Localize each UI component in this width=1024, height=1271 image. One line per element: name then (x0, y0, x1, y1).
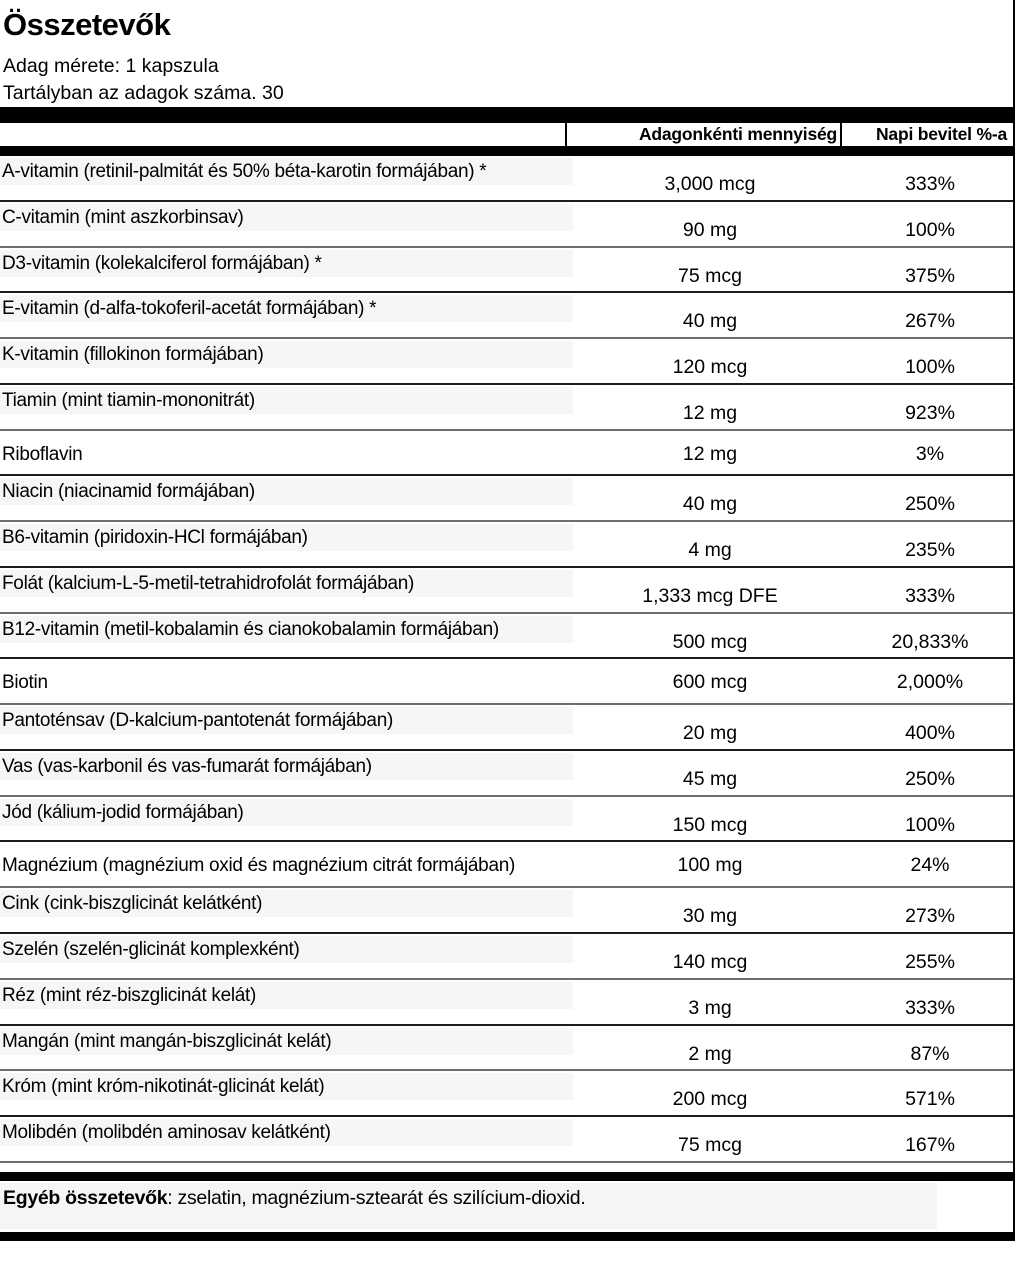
ingredient-amount: 45 mg (682, 767, 738, 790)
ingredient-daily-value: 100% (905, 218, 955, 241)
ingredient-daily-value: 2,000% (896, 671, 964, 694)
ingredient-name: Magnézium (magnézium oxid és magnézium citrát formájában) (2, 855, 516, 877)
table-row (0, 1026, 1013, 1072)
table-row (0, 1117, 1013, 1163)
table-row (0, 522, 1013, 568)
ingredient-amount: 12 mg (682, 401, 738, 424)
ingredients-table (0, 156, 1013, 1163)
other-ingredients-label: Egyéb összetevők: zselatin, magnézium-sztearát és szilícium-dioxid. (3, 1186, 586, 1209)
ingredient-name: D3-vitamin (kolekalciferol formájában) * (2, 252, 322, 274)
ingredient-amount: 140 mcg (672, 951, 748, 974)
ingredient-amount: 150 mcg (672, 813, 748, 836)
header-name-spacer (0, 123, 567, 146)
ingredient-name: Pantoténsav (D-kalcium-pantotenát formájában) (2, 710, 393, 732)
ingredient-name: B12-vitamin (metil-kobalamin és cianokobalamin formájában) (2, 618, 499, 640)
table-row (0, 202, 1013, 248)
ingredient-amount: 500 mcg (672, 630, 748, 653)
ingredient-name: A-vitamin (retinil-palmitát és 50% béta-karotin formájában) * (2, 161, 487, 182)
ingredient-amount: 200 mcg (672, 1088, 748, 1111)
ingredient-name: Riboflavin (2, 443, 83, 465)
ingredient-amount: 30 mg (682, 905, 738, 928)
ingredient-name: C-vitamin (mint aszkorbinsav) (2, 206, 244, 228)
table-row (0, 1071, 1013, 1117)
divider-bar-top (0, 107, 1013, 123)
ingredient-daily-value: 375% (905, 264, 955, 287)
ingredient-amount: 90 mg (682, 218, 738, 241)
ingredient-name: Tiamin (mint tiamin-mononitrát) (2, 389, 255, 411)
ingredient-amount: 40 mg (682, 310, 738, 333)
ingredient-daily-value: 100% (905, 813, 955, 836)
ingredient-daily-value: 167% (905, 1134, 955, 1157)
ingredient-amount: 1,333 mcg DFE (642, 584, 778, 607)
ingredient-daily-value: 923% (905, 401, 955, 424)
table-row (0, 751, 1013, 797)
ingredient-daily-value: 100% (905, 356, 955, 379)
ingredient-daily-value: 24% (910, 854, 950, 877)
ingredient-name: Szelén (szelén-glicinát komplexként) (2, 939, 300, 961)
table-row (0, 842, 1013, 888)
ingredient-daily-value: 250% (905, 493, 955, 516)
ingredient-name: Réz (mint réz-biszglicinát kelát) (2, 984, 257, 1006)
serving-size: Adag mérete: 1 kapszula (3, 55, 219, 77)
divider-bar-header (0, 146, 1013, 156)
divider-bar-other-top (0, 1172, 1013, 1181)
other-ingredients (0, 1183, 937, 1229)
ingredient-amount: 2 mg (688, 1042, 732, 1065)
ingredient-daily-value: 571% (905, 1088, 955, 1111)
column-header-daily-value: Napi bevitel %-a (875, 124, 1007, 144)
table-row (0, 385, 1013, 431)
other-ingredients-text: : zselatin, magnézium-sztearát és szilícium-dioxid. (167, 1186, 586, 1209)
ingredient-amount: 3 mg (688, 996, 732, 1019)
ingredient-name: Niacin (niacinamid formájában) (2, 481, 255, 503)
ingredient-name: Vas (vas-karbonil és vas-fumarát formájában) (2, 755, 372, 777)
ingredient-daily-value: 333% (905, 996, 955, 1019)
ingredient-amount: 12 mg (682, 442, 738, 465)
page-title: Összetevők (3, 7, 171, 42)
ingredient-daily-value: 235% (905, 539, 955, 562)
ingredient-name: Cink (cink-biszglicinát kelátként) (2, 893, 263, 915)
ingredient-daily-value: 3% (915, 442, 945, 465)
ingredient-daily-value: 267% (905, 310, 955, 333)
table-row (0, 568, 1013, 614)
table-row (0, 156, 1013, 202)
table-row (0, 888, 1013, 934)
ingredient-amount: 600 mcg (672, 671, 748, 694)
ingredient-name: B6-vitamin (piridoxin-HCl formájában) (2, 527, 308, 549)
ingredient-daily-value: 250% (905, 767, 955, 790)
ingredient-amount: 75 mcg (678, 264, 742, 287)
ingredient-name: Jód (kálium-jodid formájában) (2, 801, 244, 823)
ingredient-name: Króm (mint króm-nikotinát-glicinát kelát) (2, 1076, 325, 1098)
ingredient-daily-value: 333% (905, 584, 955, 607)
table-row (0, 705, 1013, 751)
column-header-amount: Adagonkénti mennyiség (567, 123, 842, 146)
ingredient-daily-value: 87% (910, 1042, 950, 1065)
ingredient-daily-value: 333% (905, 173, 955, 195)
ingredient-daily-value: 255% (905, 951, 955, 974)
ingredient-amount: 100 mg (677, 854, 743, 877)
ingredient-daily-value: 273% (905, 905, 955, 928)
table-header (0, 123, 1013, 146)
label-intro (0, 0, 1013, 105)
ingredient-amount: 20 mg (682, 722, 738, 745)
ingredient-daily-value: 20,833% (891, 630, 969, 653)
ingredient-name: Mangán (mint mangán-biszglicinát kelát) (2, 1030, 332, 1052)
servings-per-container: Tartályban az adagok száma. 30 (3, 82, 284, 104)
ingredient-amount: 3,000 mcg (664, 173, 756, 195)
table-row (0, 614, 1013, 660)
table-row (0, 248, 1013, 294)
table-row (0, 476, 1013, 522)
table-row (0, 934, 1013, 980)
table-row (0, 980, 1013, 1026)
divider-bar-bottom (0, 1232, 1013, 1241)
ingredient-amount: 120 mcg (672, 356, 748, 379)
ingredient-name: Folát (kalcium-L-5-metil-tetrahidrofolát formájában) (2, 572, 415, 594)
ingredient-amount: 40 mg (682, 493, 738, 516)
ingredient-amount: 4 mg (688, 539, 732, 562)
ingredient-name: E-vitamin (d-alfa-tokoferil-acetát formájában) * (2, 298, 377, 320)
table-row (0, 659, 1013, 705)
table-row (0, 293, 1013, 339)
table-row (0, 339, 1013, 385)
ingredient-name: K-vitamin (fillokinon formájában) (2, 344, 264, 366)
ingredient-amount: 75 mcg (678, 1134, 742, 1157)
ingredient-daily-value: 400% (905, 722, 955, 745)
table-row (0, 797, 1013, 843)
ingredient-name: Biotin (2, 672, 48, 694)
ingredient-name: Molibdén (molibdén aminosav kelátként) (2, 1122, 331, 1144)
table-row (0, 431, 1013, 477)
